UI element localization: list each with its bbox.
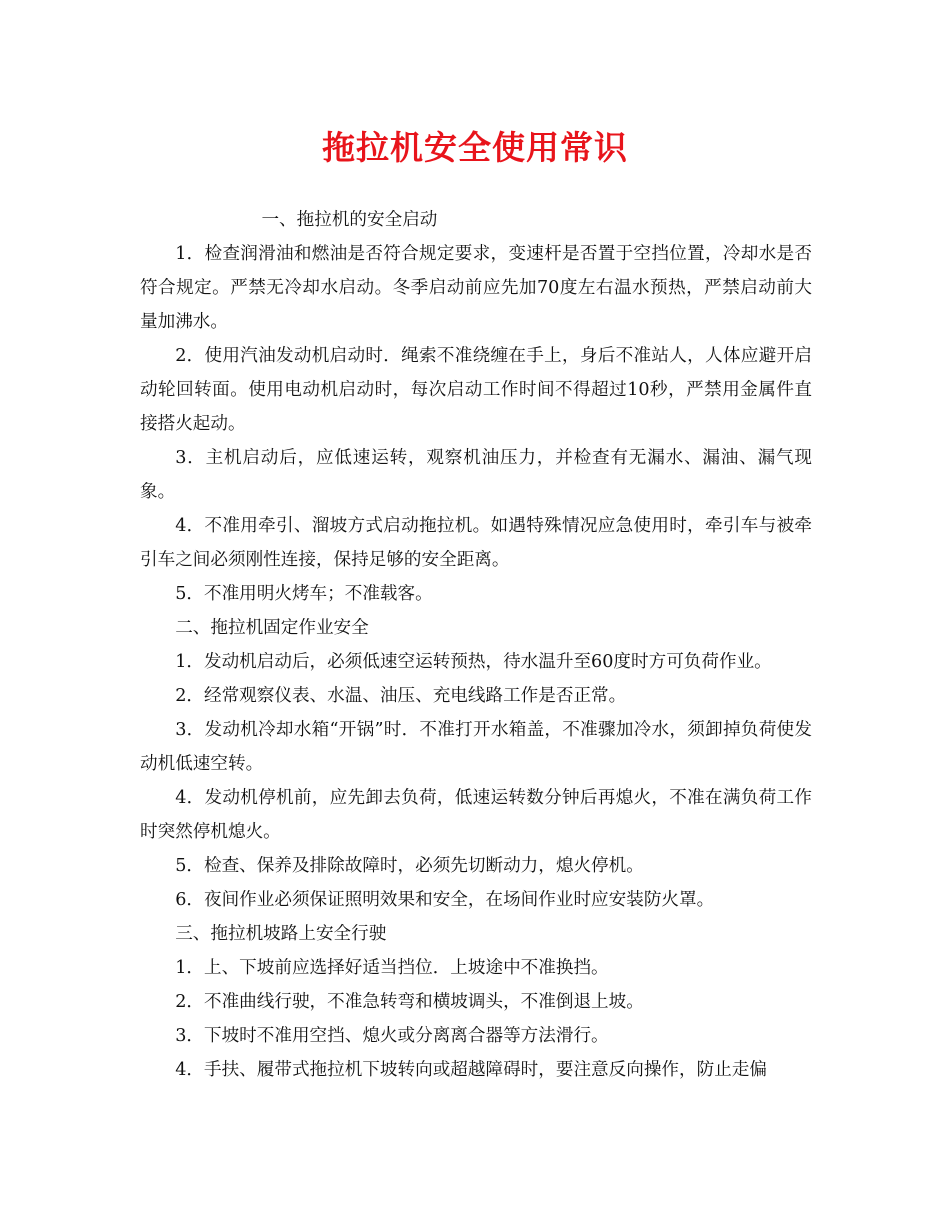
section-heading-2: 二、拖拉机固定作业安全 bbox=[175, 618, 369, 638]
paragraph: 3．下坡时不准用空挡、熄火或分离离合器等方法滑行。 bbox=[175, 1026, 609, 1046]
paragraph: 4．不准用牵引、溜坡方式启动拖拉机。如遇特殊情况应急使用时，牵引车与被牵引车之间必须刚性连接，保持足够的安全距离。 bbox=[140, 516, 812, 570]
paragraph: 4．发动机停机前，应先卸去负荷，低速运转数分钟后再熄火，不准在满负荷工作时突然停机熄火。 bbox=[140, 788, 812, 842]
paragraph: 3．发动机冷却水箱“开锅”时．不准打开水箱盖，不准骤加冷水，须卸掉负荷使发动机低速空转。 bbox=[140, 720, 812, 774]
paragraph: 2．使用汽油发动机启动时．绳索不准绕缠在手上，身后不准站人，人体应避开启动轮回转面。使用电动机启动时，每次启动工作时间不得超过10秒，严禁用金属件直接搭火起动。 bbox=[140, 346, 812, 434]
paragraph: 1．上、下坡前应选择好适当挡位．上坡途中不准换挡。 bbox=[175, 958, 609, 978]
document-title: 拖拉机安全使用常识 bbox=[322, 128, 628, 167]
paragraph: 2．经常观察仪表、水温、油压、充电线路工作是否正常。 bbox=[175, 686, 627, 706]
paragraph: 5．不准用明火烤车；不准载客。 bbox=[175, 584, 433, 604]
section-heading-3: 三、拖拉机坡路上安全行驶 bbox=[175, 924, 387, 944]
document-body bbox=[140, 203, 812, 1087]
paragraph: 6．夜间作业必须保证照明效果和安全，在场间作业时应安装防火罩。 bbox=[175, 890, 715, 910]
paragraph: 3．主机启动后，应低速运转，观察机油压力，并检查有无漏水、漏油、漏气现象。 bbox=[140, 448, 812, 502]
paragraph: 4．手扶、履带式拖拉机下坡转向或超越障碍时，要注意反向操作，防止走偏 bbox=[175, 1060, 767, 1080]
section-heading-1: 一、拖拉机的安全启动 bbox=[261, 210, 438, 230]
paragraph: 1．检查润滑油和燃油是否符合规定要求，变速杆是否置于空挡位置，冷却水是否符合规定。严禁无冷却水启动。冬季启动前应先加70度左右温水预热，严禁启动前大量加沸水。 bbox=[140, 244, 812, 332]
paragraph: 5．检查、保养及排除故障时，必须先切断动力，熄火停机。 bbox=[175, 856, 644, 876]
paragraph: 2．不准曲线行驶，不准急转弯和横坡调头，不准倒退上坡。 bbox=[175, 992, 644, 1012]
paragraph: 1．发动机启动后，必须低速空运转预热，待水温升至60度时方可负荷作业。 bbox=[175, 652, 772, 672]
